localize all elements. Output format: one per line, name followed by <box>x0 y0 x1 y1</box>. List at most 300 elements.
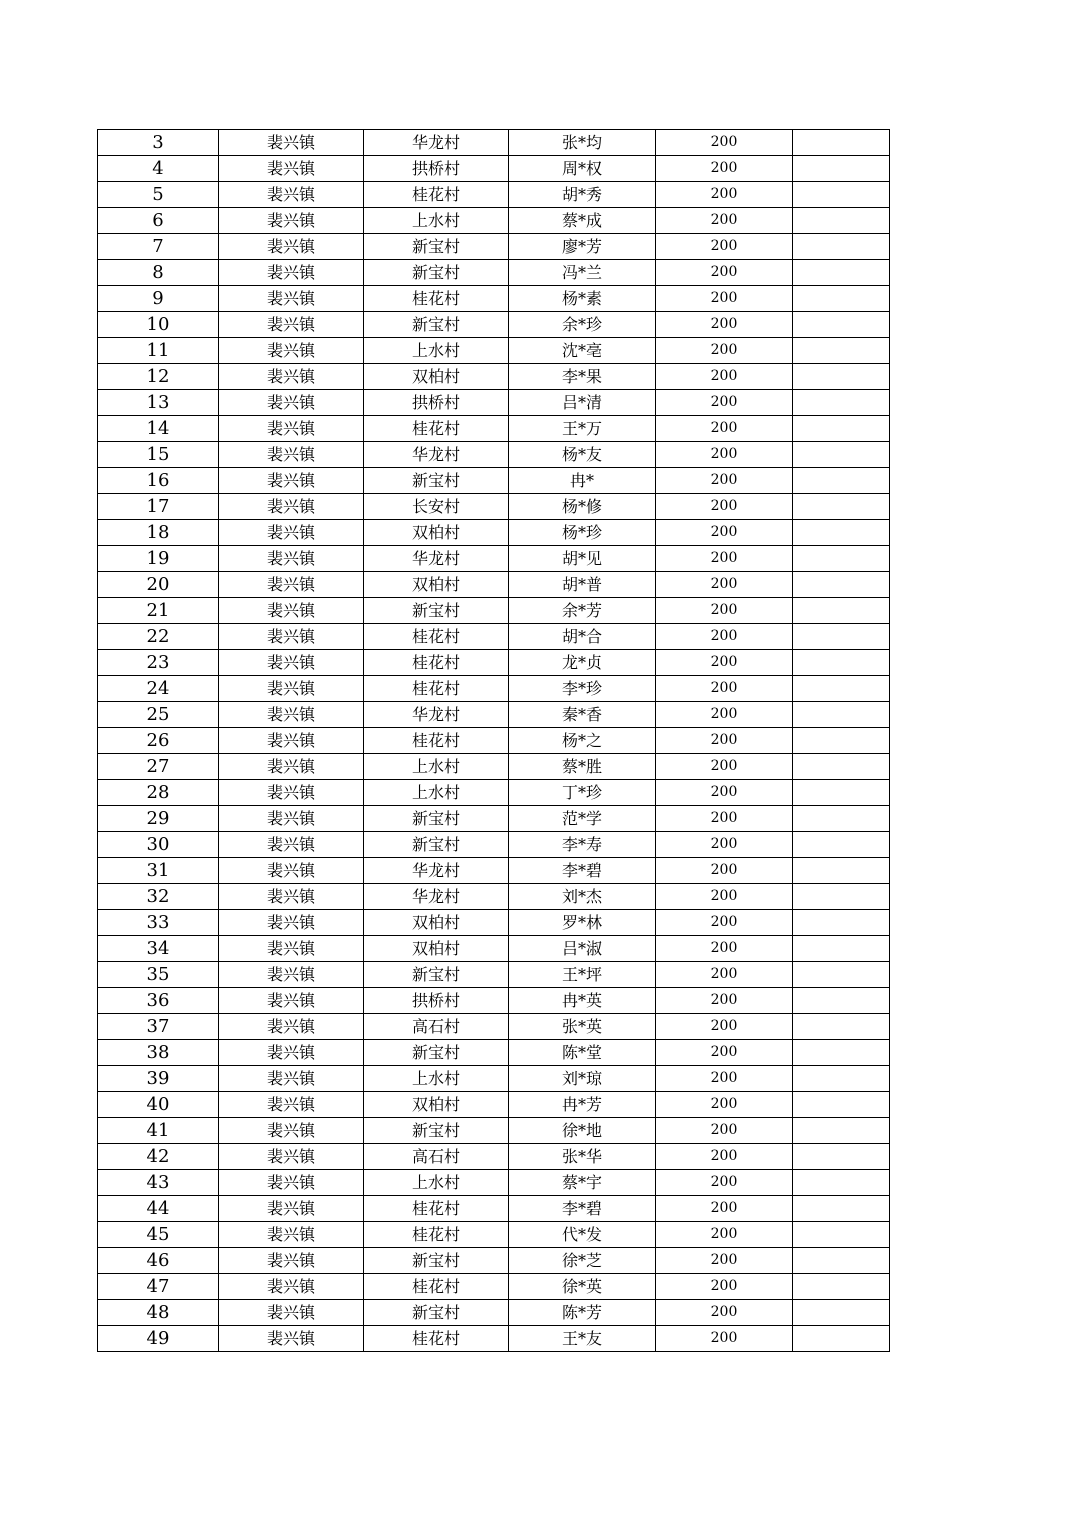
row-index-cell: 20 <box>98 572 219 598</box>
town-cell: 裴兴镇 <box>219 650 364 676</box>
village-cell: 双柏村 <box>364 572 509 598</box>
town-cell: 裴兴镇 <box>219 234 364 260</box>
row-index-cell: 23 <box>98 650 219 676</box>
village-cell: 高石村 <box>364 1144 509 1170</box>
row-index-cell: 25 <box>98 702 219 728</box>
row-index-cell: 14 <box>98 416 219 442</box>
table-row <box>98 1092 890 1118</box>
note-cell <box>793 546 890 572</box>
amount-cell: 200 <box>656 520 793 546</box>
table-row <box>98 416 890 442</box>
town-cell: 裴兴镇 <box>219 1014 364 1040</box>
village-cell: 上水村 <box>364 1170 509 1196</box>
row-index-cell: 45 <box>98 1222 219 1248</box>
village-cell: 桂花村 <box>364 1196 509 1222</box>
village-cell: 桂花村 <box>364 1222 509 1248</box>
amount-cell: 200 <box>656 962 793 988</box>
amount-cell: 200 <box>656 1040 793 1066</box>
note-cell <box>793 936 890 962</box>
amount-cell: 200 <box>656 728 793 754</box>
table-row <box>98 546 890 572</box>
town-cell: 裴兴镇 <box>219 598 364 624</box>
town-cell: 裴兴镇 <box>219 156 364 182</box>
row-index-cell: 28 <box>98 780 219 806</box>
row-index-cell: 49 <box>98 1326 219 1352</box>
table-row <box>98 1326 890 1352</box>
row-index-cell: 6 <box>98 208 219 234</box>
table-row <box>98 1118 890 1144</box>
village-cell: 桂花村 <box>364 650 509 676</box>
row-index-cell: 47 <box>98 1274 219 1300</box>
table-row <box>98 702 890 728</box>
amount-cell: 200 <box>656 702 793 728</box>
note-cell <box>793 1248 890 1274</box>
amount-cell: 200 <box>656 1196 793 1222</box>
town-cell: 裴兴镇 <box>219 728 364 754</box>
row-index-cell: 41 <box>98 1118 219 1144</box>
town-cell: 裴兴镇 <box>219 520 364 546</box>
row-index-cell: 11 <box>98 338 219 364</box>
row-index-cell: 34 <box>98 936 219 962</box>
name-cell: 李*珍 <box>509 676 656 702</box>
table-row <box>98 182 890 208</box>
name-cell: 沈*亳 <box>509 338 656 364</box>
village-cell: 桂花村 <box>364 286 509 312</box>
note-cell <box>793 910 890 936</box>
village-cell: 双柏村 <box>364 520 509 546</box>
row-index-cell: 26 <box>98 728 219 754</box>
amount-cell: 200 <box>656 130 793 156</box>
row-index-cell: 13 <box>98 390 219 416</box>
town-cell: 裴兴镇 <box>219 572 364 598</box>
note-cell <box>793 1170 890 1196</box>
row-index-cell: 22 <box>98 624 219 650</box>
table-row <box>98 754 890 780</box>
note-cell <box>793 416 890 442</box>
name-cell: 陈*堂 <box>509 1040 656 1066</box>
table-row <box>98 1222 890 1248</box>
name-cell: 胡*合 <box>509 624 656 650</box>
note-cell <box>793 676 890 702</box>
amount-cell: 200 <box>656 234 793 260</box>
town-cell: 裴兴镇 <box>219 936 364 962</box>
row-index-cell: 4 <box>98 156 219 182</box>
note-cell <box>793 234 890 260</box>
town-cell: 裴兴镇 <box>219 858 364 884</box>
amount-cell: 200 <box>656 676 793 702</box>
table-row <box>98 884 890 910</box>
amount-cell: 200 <box>656 338 793 364</box>
name-cell: 余*芳 <box>509 598 656 624</box>
village-cell: 华龙村 <box>364 858 509 884</box>
row-index-cell: 8 <box>98 260 219 286</box>
row-index-cell: 24 <box>98 676 219 702</box>
table-row <box>98 1014 890 1040</box>
row-index-cell: 18 <box>98 520 219 546</box>
amount-cell: 200 <box>656 598 793 624</box>
town-cell: 裴兴镇 <box>219 1248 364 1274</box>
note-cell <box>793 468 890 494</box>
table-row <box>98 1274 890 1300</box>
table-row <box>98 780 890 806</box>
amount-cell: 200 <box>656 780 793 806</box>
row-index-cell: 40 <box>98 1092 219 1118</box>
table-row <box>98 364 890 390</box>
town-cell: 裴兴镇 <box>219 364 364 390</box>
note-cell <box>793 520 890 546</box>
name-cell: 蔡*成 <box>509 208 656 234</box>
table-row <box>98 286 890 312</box>
village-cell: 新宝村 <box>364 832 509 858</box>
table-row <box>98 494 890 520</box>
town-cell: 裴兴镇 <box>219 468 364 494</box>
town-cell: 裴兴镇 <box>219 1040 364 1066</box>
table-row <box>98 832 890 858</box>
village-cell: 华龙村 <box>364 546 509 572</box>
name-cell: 李*寿 <box>509 832 656 858</box>
village-cell: 新宝村 <box>364 1118 509 1144</box>
village-cell: 上水村 <box>364 780 509 806</box>
name-cell: 冉*英 <box>509 988 656 1014</box>
amount-cell: 200 <box>656 208 793 234</box>
note-cell <box>793 598 890 624</box>
note-cell <box>793 286 890 312</box>
name-cell: 胡*普 <box>509 572 656 598</box>
row-index-cell: 15 <box>98 442 219 468</box>
village-cell: 桂花村 <box>364 624 509 650</box>
village-cell: 华龙村 <box>364 130 509 156</box>
table-row <box>98 676 890 702</box>
table-row <box>98 208 890 234</box>
town-cell: 裴兴镇 <box>219 1066 364 1092</box>
village-cell: 新宝村 <box>364 468 509 494</box>
village-cell: 桂花村 <box>364 728 509 754</box>
note-cell <box>793 182 890 208</box>
amount-cell: 200 <box>656 1144 793 1170</box>
amount-cell: 200 <box>656 416 793 442</box>
village-cell: 上水村 <box>364 208 509 234</box>
amount-cell: 200 <box>656 624 793 650</box>
note-cell <box>793 442 890 468</box>
town-cell: 裴兴镇 <box>219 1300 364 1326</box>
town-cell: 裴兴镇 <box>219 182 364 208</box>
town-cell: 裴兴镇 <box>219 260 364 286</box>
amount-cell: 200 <box>656 286 793 312</box>
village-cell: 长安村 <box>364 494 509 520</box>
name-cell: 罗*林 <box>509 910 656 936</box>
table-row <box>98 260 890 286</box>
amount-cell: 200 <box>656 1274 793 1300</box>
name-cell: 胡*见 <box>509 546 656 572</box>
amount-cell: 200 <box>656 1300 793 1326</box>
note-cell <box>793 1118 890 1144</box>
note-cell <box>793 728 890 754</box>
name-cell: 徐*英 <box>509 1274 656 1300</box>
table-row <box>98 858 890 884</box>
row-index-cell: 27 <box>98 754 219 780</box>
note-cell <box>793 650 890 676</box>
name-cell: 王*万 <box>509 416 656 442</box>
village-cell: 新宝村 <box>364 312 509 338</box>
village-cell: 华龙村 <box>364 884 509 910</box>
table-row <box>98 1300 890 1326</box>
table-row <box>98 442 890 468</box>
town-cell: 裴兴镇 <box>219 1196 364 1222</box>
amount-cell: 200 <box>656 312 793 338</box>
amount-cell: 200 <box>656 650 793 676</box>
town-cell: 裴兴镇 <box>219 312 364 338</box>
table-row <box>98 650 890 676</box>
amount-cell: 200 <box>656 884 793 910</box>
table-row <box>98 572 890 598</box>
name-cell: 杨*之 <box>509 728 656 754</box>
row-index-cell: 10 <box>98 312 219 338</box>
village-cell: 桂花村 <box>364 416 509 442</box>
name-cell: 范*学 <box>509 806 656 832</box>
town-cell: 裴兴镇 <box>219 1092 364 1118</box>
table-row <box>98 234 890 260</box>
village-cell: 高石村 <box>364 1014 509 1040</box>
note-cell <box>793 208 890 234</box>
town-cell: 裴兴镇 <box>219 910 364 936</box>
name-cell: 杨*珍 <box>509 520 656 546</box>
town-cell: 裴兴镇 <box>219 338 364 364</box>
town-cell: 裴兴镇 <box>219 208 364 234</box>
row-index-cell: 30 <box>98 832 219 858</box>
amount-cell: 200 <box>656 442 793 468</box>
village-cell: 上水村 <box>364 1066 509 1092</box>
table-row <box>98 910 890 936</box>
row-index-cell: 9 <box>98 286 219 312</box>
table-row <box>98 390 890 416</box>
amount-cell: 200 <box>656 1222 793 1248</box>
town-cell: 裴兴镇 <box>219 1144 364 1170</box>
village-cell: 上水村 <box>364 754 509 780</box>
note-cell <box>793 988 890 1014</box>
name-cell: 杨*友 <box>509 442 656 468</box>
village-cell: 双柏村 <box>364 1092 509 1118</box>
village-cell: 桂花村 <box>364 676 509 702</box>
name-cell: 王*坪 <box>509 962 656 988</box>
name-cell: 秦*香 <box>509 702 656 728</box>
note-cell <box>793 832 890 858</box>
row-index-cell: 3 <box>98 130 219 156</box>
note-cell <box>793 858 890 884</box>
table-row <box>98 936 890 962</box>
town-cell: 裴兴镇 <box>219 390 364 416</box>
name-cell: 代*发 <box>509 1222 656 1248</box>
amount-cell: 200 <box>656 936 793 962</box>
table-row <box>98 338 890 364</box>
note-cell <box>793 1300 890 1326</box>
roster-table-body <box>98 130 890 1352</box>
name-cell: 刘*琼 <box>509 1066 656 1092</box>
name-cell: 张*英 <box>509 1014 656 1040</box>
village-cell: 华龙村 <box>364 702 509 728</box>
village-cell: 双柏村 <box>364 910 509 936</box>
name-cell: 胡*秀 <box>509 182 656 208</box>
note-cell <box>793 702 890 728</box>
note-cell <box>793 364 890 390</box>
note-cell <box>793 156 890 182</box>
village-cell: 新宝村 <box>364 1248 509 1274</box>
amount-cell: 200 <box>656 1092 793 1118</box>
row-index-cell: 42 <box>98 1144 219 1170</box>
note-cell <box>793 1222 890 1248</box>
table-row <box>98 728 890 754</box>
name-cell: 周*权 <box>509 156 656 182</box>
village-cell: 拱桥村 <box>364 390 509 416</box>
name-cell: 李*碧 <box>509 1196 656 1222</box>
amount-cell: 200 <box>656 1170 793 1196</box>
row-index-cell: 12 <box>98 364 219 390</box>
note-cell <box>793 1196 890 1222</box>
village-cell: 新宝村 <box>364 260 509 286</box>
village-cell: 拱桥村 <box>364 988 509 1014</box>
name-cell: 刘*杰 <box>509 884 656 910</box>
amount-cell: 200 <box>656 494 793 520</box>
row-index-cell: 43 <box>98 1170 219 1196</box>
amount-cell: 200 <box>656 364 793 390</box>
town-cell: 裴兴镇 <box>219 1118 364 1144</box>
row-index-cell: 17 <box>98 494 219 520</box>
town-cell: 裴兴镇 <box>219 624 364 650</box>
table-row <box>98 520 890 546</box>
table-row <box>98 468 890 494</box>
town-cell: 裴兴镇 <box>219 286 364 312</box>
village-cell: 双柏村 <box>364 936 509 962</box>
amount-cell: 200 <box>656 1248 793 1274</box>
town-cell: 裴兴镇 <box>219 546 364 572</box>
town-cell: 裴兴镇 <box>219 780 364 806</box>
amount-cell: 200 <box>656 546 793 572</box>
note-cell <box>793 130 890 156</box>
town-cell: 裴兴镇 <box>219 884 364 910</box>
row-index-cell: 19 <box>98 546 219 572</box>
amount-cell: 200 <box>656 754 793 780</box>
amount-cell: 200 <box>656 832 793 858</box>
row-index-cell: 36 <box>98 988 219 1014</box>
note-cell <box>793 1014 890 1040</box>
row-index-cell: 35 <box>98 962 219 988</box>
note-cell <box>793 494 890 520</box>
name-cell: 廖*芳 <box>509 234 656 260</box>
table-row <box>98 1248 890 1274</box>
row-index-cell: 38 <box>98 1040 219 1066</box>
table-row <box>98 312 890 338</box>
town-cell: 裴兴镇 <box>219 1222 364 1248</box>
table-row <box>98 806 890 832</box>
row-index-cell: 33 <box>98 910 219 936</box>
name-cell: 冉*芳 <box>509 1092 656 1118</box>
amount-cell: 200 <box>656 858 793 884</box>
name-cell: 陈*芳 <box>509 1300 656 1326</box>
amount-cell: 200 <box>656 1014 793 1040</box>
note-cell <box>793 1326 890 1352</box>
note-cell <box>793 1092 890 1118</box>
amount-cell: 200 <box>656 390 793 416</box>
note-cell <box>793 624 890 650</box>
village-cell: 桂花村 <box>364 182 509 208</box>
name-cell: 张*华 <box>509 1144 656 1170</box>
note-cell <box>793 1144 890 1170</box>
name-cell: 杨*修 <box>509 494 656 520</box>
amount-cell: 200 <box>656 910 793 936</box>
table-row <box>98 1144 890 1170</box>
row-index-cell: 5 <box>98 182 219 208</box>
village-cell: 双柏村 <box>364 364 509 390</box>
table-row <box>98 1196 890 1222</box>
name-cell: 丁*珍 <box>509 780 656 806</box>
name-cell: 余*珍 <box>509 312 656 338</box>
village-cell: 拱桥村 <box>364 156 509 182</box>
name-cell: 龙*贞 <box>509 650 656 676</box>
name-cell: 徐*芝 <box>509 1248 656 1274</box>
note-cell <box>793 260 890 286</box>
village-cell: 桂花村 <box>364 1326 509 1352</box>
name-cell: 杨*素 <box>509 286 656 312</box>
amount-cell: 200 <box>656 1326 793 1352</box>
village-cell: 新宝村 <box>364 1300 509 1326</box>
amount-cell: 200 <box>656 468 793 494</box>
village-cell: 新宝村 <box>364 806 509 832</box>
row-index-cell: 44 <box>98 1196 219 1222</box>
amount-cell: 200 <box>656 806 793 832</box>
town-cell: 裴兴镇 <box>219 962 364 988</box>
row-index-cell: 29 <box>98 806 219 832</box>
table-row <box>98 130 890 156</box>
table-row <box>98 156 890 182</box>
table-row <box>98 1066 890 1092</box>
note-cell <box>793 1040 890 1066</box>
name-cell: 李*碧 <box>509 858 656 884</box>
village-cell: 新宝村 <box>364 1040 509 1066</box>
note-cell <box>793 1066 890 1092</box>
village-cell: 新宝村 <box>364 598 509 624</box>
note-cell <box>793 962 890 988</box>
town-cell: 裴兴镇 <box>219 702 364 728</box>
town-cell: 裴兴镇 <box>219 832 364 858</box>
table-row <box>98 1170 890 1196</box>
name-cell: 张*均 <box>509 130 656 156</box>
name-cell: 李*果 <box>509 364 656 390</box>
note-cell <box>793 754 890 780</box>
amount-cell: 200 <box>656 1066 793 1092</box>
town-cell: 裴兴镇 <box>219 988 364 1014</box>
town-cell: 裴兴镇 <box>219 806 364 832</box>
village-cell: 上水村 <box>364 338 509 364</box>
amount-cell: 200 <box>656 988 793 1014</box>
name-cell: 蔡*胜 <box>509 754 656 780</box>
table-row <box>98 1040 890 1066</box>
name-cell: 吕*清 <box>509 390 656 416</box>
village-cell: 新宝村 <box>364 234 509 260</box>
town-cell: 裴兴镇 <box>219 416 364 442</box>
table-row <box>98 962 890 988</box>
town-cell: 裴兴镇 <box>219 1170 364 1196</box>
note-cell <box>793 806 890 832</box>
amount-cell: 200 <box>656 182 793 208</box>
note-cell <box>793 780 890 806</box>
row-index-cell: 21 <box>98 598 219 624</box>
amount-cell: 200 <box>656 572 793 598</box>
note-cell <box>793 572 890 598</box>
amount-cell: 200 <box>656 260 793 286</box>
note-cell <box>793 1274 890 1300</box>
amount-cell: 200 <box>656 156 793 182</box>
name-cell: 徐*地 <box>509 1118 656 1144</box>
note-cell <box>793 390 890 416</box>
